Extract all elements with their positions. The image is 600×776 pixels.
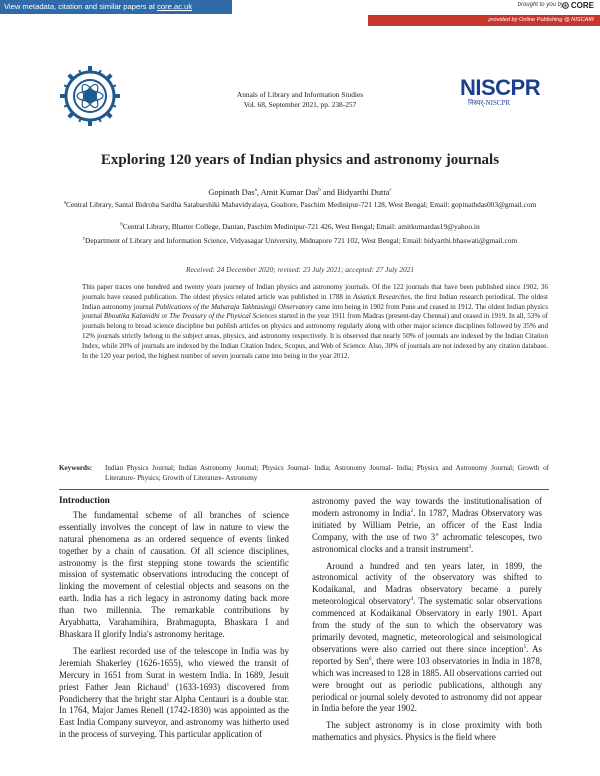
abstract-text: or [159, 312, 170, 321]
affiliation-c: $^c$Department of Library and Information Science, Vidyasagar University, Midnapore 721 102, West Bengal; Email: bidyarthi.bhaswati@gmail.com [82, 236, 518, 245]
citation-mark: 3 [468, 544, 472, 550]
abstract-text: This paper traces one hundred and twenty years journey of Indian physics and astronomy journals. Of the 122 journals that have been published since 1902, 36 journals have ceased publication. The oldest physics related article was published in 1788 in [82, 283, 548, 301]
right-column-paragraphs [312, 496, 542, 744]
body-text: (1633-1693) discovered from Pondicherry that the bright star Alpha Centauri is a double star. In 1764, Major James Renell (1742-1830) was appointed as the East India Company surveyor, and astronomy was hitherto used in the process of surveying. This particular application of [59, 681, 289, 740]
abstract-italic-title: Asiatick Researches [353, 292, 411, 301]
core-banner [0, 0, 600, 26]
abstract-italic-title: Bhoutika Kalanidhi [103, 312, 160, 321]
body-text: . In 1787, Madras Observatory was initiated by William Petrie, an officer of the East India Company, with the use of two 3" achromatic telescopes, two astronomical clocks and a transit instrument [312, 507, 542, 554]
affiliation-text: Central Library, Santal Bidroha Sardha Satabarshiki Mahavidyalaya, Goaltore, Paschim Medinipur-721 128, West Bengal; Email: gopinathdas003@gmail.com [65, 200, 537, 209]
abstract-text: started in the year 1911 from Madras (present-day Chennai) and ceased in 1919. In all, 53% of journals belong to broad science discipline but publish articles on physics and astronomy regularly along with other major science disciplines followed by 35% and 12% journals strictly belong to the subject areas, physics, and astronomy respectively. It is observed that nearly 50% of journals are indexed by the Indian Citation Index, while 20% of journals are indexed by the Indian Citation Index, Scopus, and Web of Science. Also, 30% of journals are not indexed by any citation database. In the 120 year period, the highest number of seven journals came into being in the year 2012. [82, 312, 548, 360]
core-logo-text: CORE [570, 1, 594, 10]
core-badge [368, 0, 600, 26]
body-text: The earliest recorded use of the telescope in India was by Jeremiah Shakerley (1626-1655), who viewed the transit of Mercury in 1651 from Surat in western India. In 1689, Jesuit priest Father Jean Richaud [59, 645, 289, 692]
publisher-logo [460, 75, 550, 115]
abstract-italic-title: The Treasury of the Physical Sciences [169, 312, 278, 321]
citation-mark: 5 [523, 644, 527, 650]
citation-mark: 2 [410, 508, 414, 514]
body-text: . As reported by Sen [312, 643, 543, 666]
institution-emblem-icon [58, 64, 122, 128]
body-text: The subject astronomy is in close proximity with both mathematics and physics. Physics is the field where [312, 720, 542, 743]
affiliation-text: Central Library, Bhatter College, Dantan, Paschim Medinipur-721 426, West Bengal; Email: amitkumardas19@yahoo.in [122, 222, 480, 231]
citation-mark: 6 [368, 656, 372, 662]
journal-volume: Vol. 68, September 2021, pp. 238-257 [243, 100, 357, 109]
citation-mark: 4 [410, 597, 414, 603]
journal-name: Annals of Library and Information Studies [236, 90, 364, 99]
journal-info [200, 90, 400, 110]
divider [59, 489, 549, 490]
keywords-label: Keywords: [59, 464, 93, 472]
affiliation-a: $^a$Central Library, Santal Bidroha Sardha Satabarshiki Mahavidyalaya, Goaltore, Paschim Medinipur-721 128, West Bengal; Email: gopinathdas003@gmail.com [63, 200, 537, 209]
brought-by-text: brought to you by [517, 2, 564, 8]
publisher-logo-text: NISCPR [460, 75, 541, 100]
body-text: . [471, 543, 474, 554]
core-link[interactable]: core.ac.uk [157, 2, 193, 11]
author-affil-mark: a [254, 188, 257, 194]
abstract-text: came into being in 1902 from Pune and ceased in 1912. The oldest Indian physics journal [82, 302, 548, 321]
body-paragraph [312, 561, 542, 716]
body-paragraph [59, 646, 289, 741]
body-column-right [312, 496, 542, 749]
body-paragraph [312, 720, 542, 744]
left-column-paragraphs [59, 510, 289, 741]
body-paragraph [59, 510, 289, 641]
received-dates: Received: 24 December 2020; revised: 23 July 2021; accepted: 27 July 2021 [185, 265, 415, 274]
affiliation-text: Department of Library and Information Science, Vidyasagar University, Midnapore 721 102, West Bengal; Email: bidyarthi.bhaswati@gmail.com [85, 236, 518, 245]
abstract-italic-title: Publications of the Maharaja Takhtasingji Observatory [155, 302, 314, 311]
author-affil-mark: b [318, 188, 321, 194]
core-logo-icon [562, 2, 569, 9]
author-list: Gopinath Das$^a$, Amit Kumar Das$^b$ and Bidyarthi Dutta$^c$ [208, 188, 392, 197]
metadata-prefix: View metadata, citation and similar papers at [4, 2, 158, 11]
article-title: Exploring 120 years of Indian physics and astronomy journals [100, 152, 500, 168]
body-paragraph [312, 496, 542, 556]
body-text: . The systematic solar observations commenced at Kodaikanal Observatory in early 1901. Apart from the study of the sun to which the observatory was primarily devoted, magnetic, meteorological and seismological observations were also carried out there since inception [312, 596, 542, 654]
keywords-text: Indian Physics Journal; Indian Astronomy Journal; Physics Journal- India; Astronomy Journal- India; Physics and Astronomy Journal; Growth of Literature- Physics; Growth of Literature- Astronomy [105, 464, 549, 482]
author-name: Bidyarthi Dutta [337, 188, 390, 197]
body-text: The fundamental scheme of all branches of science essentially involves the concept of law in nature to view the natural phenomena as an ordered sequence of events linked together by a chain of causation. Of all science disciplines, astronomy is the first stepping stone towards the scientific mission of systematic observations introducing the concept of linking the movement of celestial objects and seasons on the earth. India has a rich legacy in astronomy dating back more than two millennia. The remarkable contributions by Aryabhatta, Varahamihira, Brahmagupta, Bhaskara I and Bhaskara II glorify India's astronomy heritage. [59, 509, 289, 639]
abstract [82, 283, 548, 361]
abstract-text: , the first Indian research periodical. The oldest Indian astronomy journal [82, 292, 548, 311]
publisher-logo-subtext: निस्पर्-NISCPR [468, 99, 511, 107]
metadata-banner[interactable] [0, 0, 232, 14]
author-name: Gopinath Das [208, 188, 255, 197]
body-text: Around a hundred and ten years later, in 1899, the astronomical activity of the observatory was shifted to Kodaikanal, and Madras observatory became a purely meteorological observatory [312, 560, 542, 607]
affiliation-b: $^b$Central Library, Bhatter College, Dantan, Paschim Medinipur-721 426, West Bengal; Email: amitkumardas19@yahoo.in [120, 222, 480, 231]
author-name: Amit Kumar Das [260, 188, 319, 197]
citation-mark: 1 [166, 682, 170, 688]
core-logo[interactable] [562, 1, 594, 10]
body-text: , there were 103 observatories in India in 1878, which was increased to 128 in 1885. All observations carried out were brought out as periodic publications, although any periodical or journal solely devoted to astronomy did not appear in India before the year 1902. [312, 655, 542, 714]
body-column-left [59, 496, 289, 746]
author-affil-mark: c [389, 188, 392, 194]
body-text: astronomy paved the way towards the institutionalisation of modern astronomy in India [312, 496, 542, 518]
section-heading: Introduction [59, 496, 110, 506]
provided-by-text: provided by Online Publishing @ NISCAIR [368, 15, 600, 26]
